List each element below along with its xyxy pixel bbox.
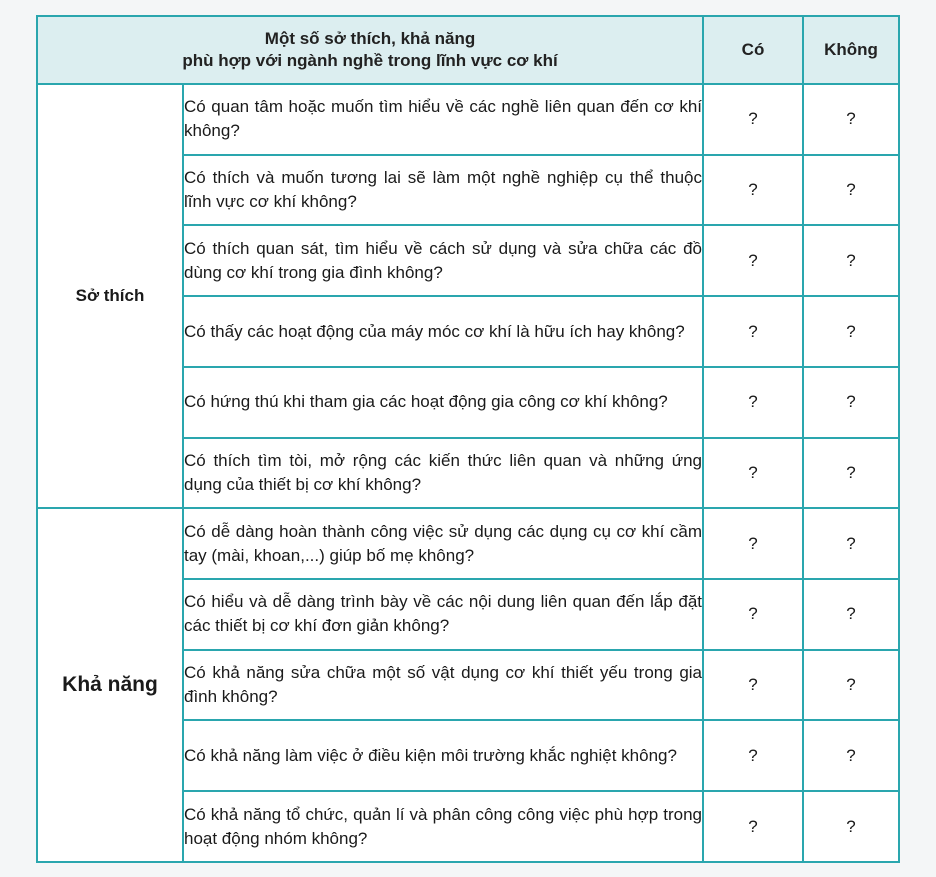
question-text: Có thích và muốn tương lai sẽ làm một nghề nghiệp cụ thể thuộc lĩnh vực cơ khí không?: [183, 155, 703, 226]
interest-ability-table: [36, 15, 900, 863]
yes-answer-cell[interactable]: ?: [703, 650, 803, 721]
question-text: Có khả năng sửa chữa một số vật dụng cơ khí thiết yếu trong gia đình không?: [183, 650, 703, 721]
no-answer-cell[interactable]: ?: [803, 508, 899, 579]
no-answer-cell[interactable]: ?: [803, 367, 899, 438]
question-text: Có khả năng làm việc ở điều kiện môi trường khắc nghiệt không?: [183, 720, 703, 791]
question-text: Có dễ dàng hoàn thành công việc sử dụng các dụng cụ cơ khí cầm tay (mài, khoan,...) giúp bố mẹ không?: [183, 508, 703, 579]
no-answer-cell[interactable]: ?: [803, 155, 899, 226]
yes-answer-cell[interactable]: ?: [703, 579, 803, 650]
yes-answer-cell[interactable]: ?: [703, 508, 803, 579]
no-column-header: Không: [803, 16, 899, 84]
yes-answer-cell[interactable]: ?: [703, 84, 803, 155]
question-text: Có khả năng tổ chức, quản lí và phân công công việc phù hợp trong hoạt động nhóm không?: [183, 791, 703, 862]
table-header-row: [37, 16, 899, 84]
group-label-abilities: Khả năng: [37, 508, 183, 862]
question-text: Có hứng thú khi tham gia các hoạt động gia công cơ khí không?: [183, 367, 703, 438]
topic-header: [37, 16, 703, 84]
no-answer-cell[interactable]: ?: [803, 296, 899, 367]
survey-container: [36, 15, 898, 863]
yes-answer-cell[interactable]: ?: [703, 225, 803, 296]
yes-column-header: Có: [703, 16, 803, 84]
no-answer-cell[interactable]: ?: [803, 650, 899, 721]
topic-header-line-2: phù hợp với ngành nghề trong lĩnh vực cơ khí: [182, 51, 558, 70]
question-text: Có quan tâm hoặc muốn tìm hiểu về các nghề liên quan đến cơ khí không?: [183, 84, 703, 155]
yes-answer-cell[interactable]: ?: [703, 367, 803, 438]
table-row: [37, 84, 899, 155]
no-answer-cell[interactable]: ?: [803, 791, 899, 862]
no-answer-cell[interactable]: ?: [803, 720, 899, 791]
question-text: Có thấy các hoạt động của máy móc cơ khí là hữu ích hay không?: [183, 296, 703, 367]
yes-answer-cell[interactable]: ?: [703, 438, 803, 509]
no-answer-cell[interactable]: ?: [803, 579, 899, 650]
yes-answer-cell[interactable]: ?: [703, 791, 803, 862]
no-answer-cell[interactable]: ?: [803, 438, 899, 509]
yes-answer-cell[interactable]: ?: [703, 720, 803, 791]
yes-answer-cell[interactable]: ?: [703, 296, 803, 367]
yes-answer-cell[interactable]: ?: [703, 155, 803, 226]
no-answer-cell[interactable]: ?: [803, 225, 899, 296]
question-text: Có thích tìm tòi, mở rộng các kiến thức liên quan và những ứng dụng của thiết bị cơ khí không?: [183, 438, 703, 509]
no-answer-cell[interactable]: ?: [803, 84, 899, 155]
question-text: Có thích quan sát, tìm hiểu về cách sử dụng và sửa chữa các đồ dùng cơ khí trong gia đình không?: [183, 225, 703, 296]
question-text: Có hiểu và dễ dàng trình bày về các nội dung liên quan đến lắp đặt các thiết bị cơ khí đơn giản không?: [183, 579, 703, 650]
table-row: [37, 508, 899, 579]
group-label-interests: Sở thích: [37, 84, 183, 508]
topic-header-line-1: Một số sở thích, khả năng: [264, 29, 476, 48]
